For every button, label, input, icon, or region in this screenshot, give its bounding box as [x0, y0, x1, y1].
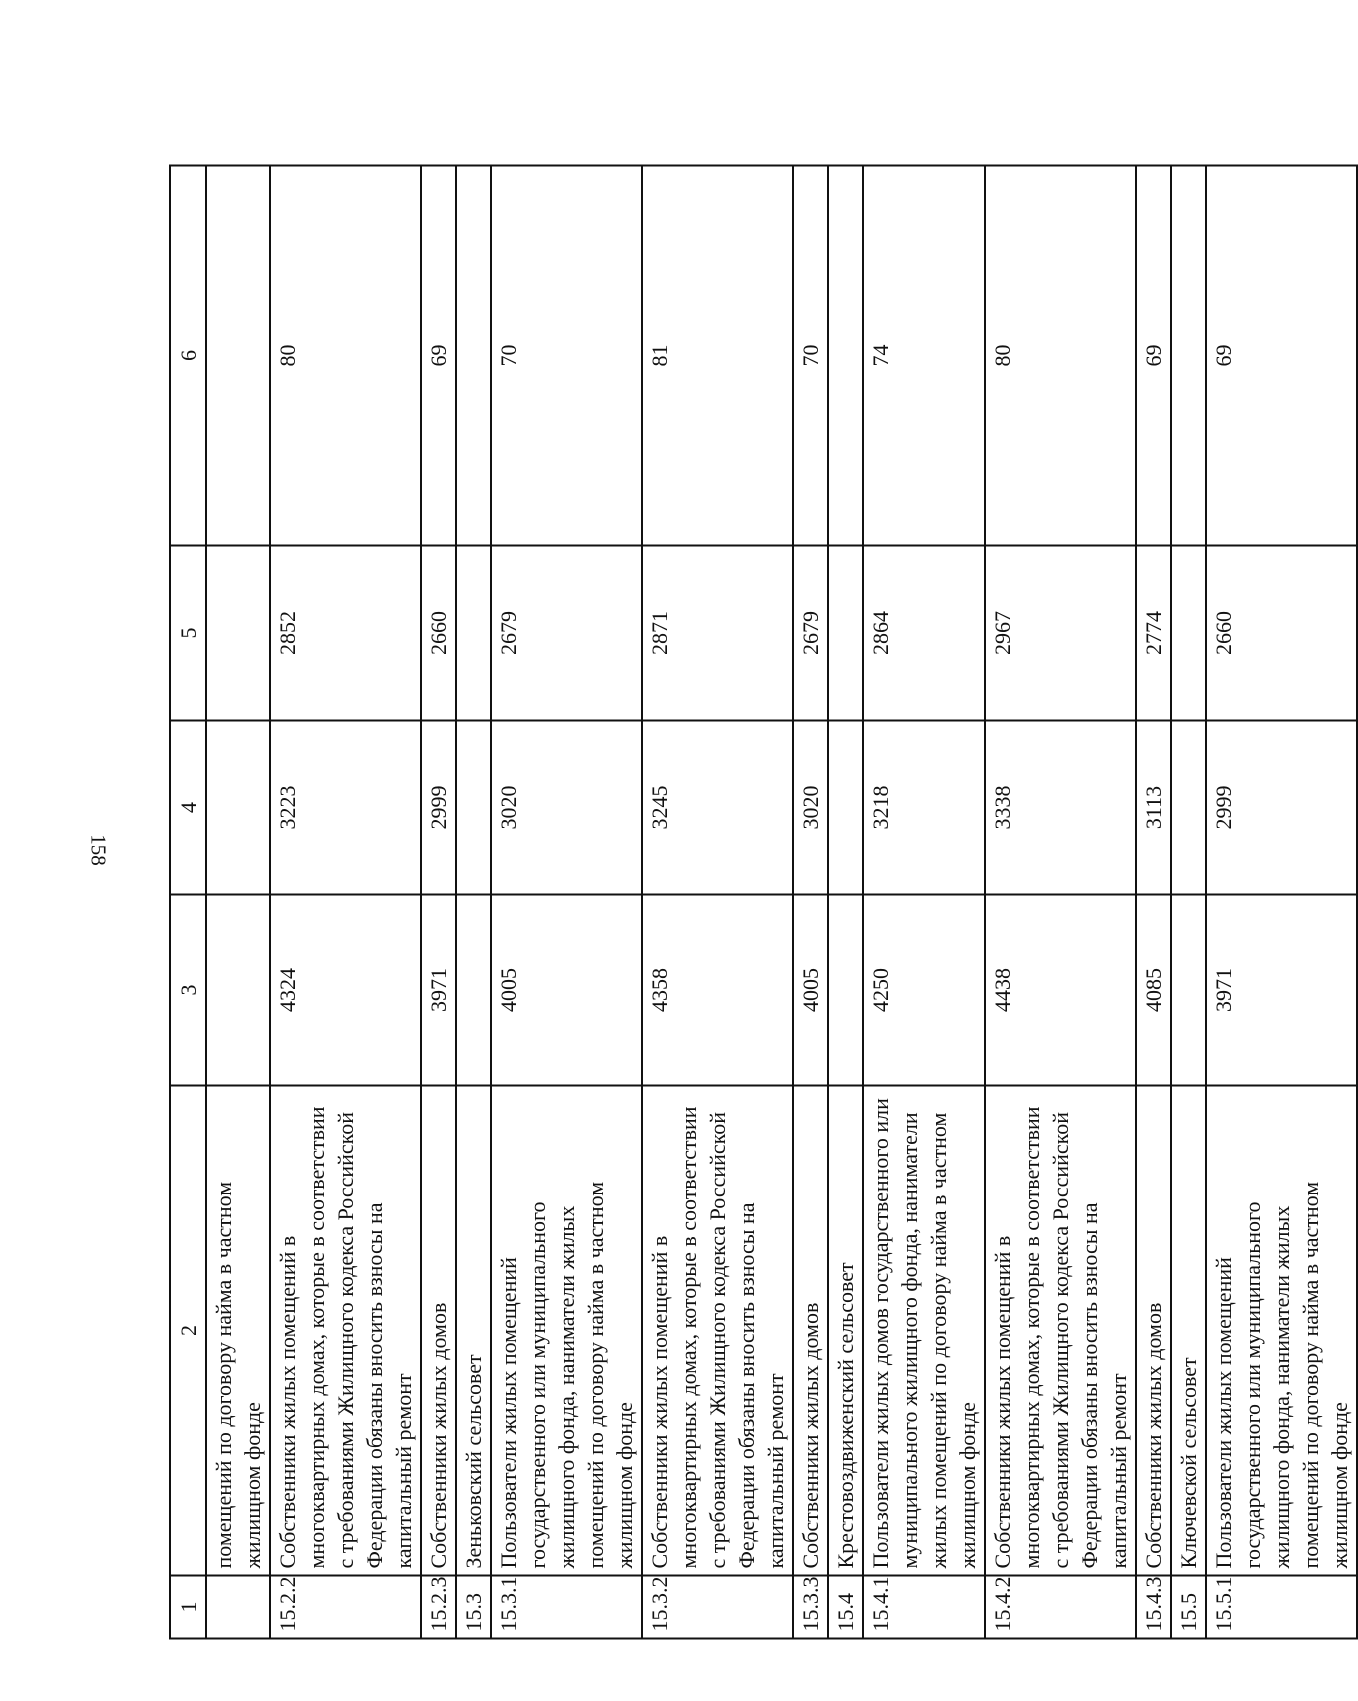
- page-number: 158: [86, 834, 111, 866]
- row-value-col6: 70: [491, 166, 642, 546]
- row-value-col3: [1171, 895, 1206, 1086]
- row-value-col3: [456, 895, 491, 1086]
- header-cell: 5: [170, 546, 206, 721]
- table-row: [491, 166, 642, 1639]
- table-row: [793, 166, 828, 1639]
- row-value-col3: 4358: [642, 895, 793, 1086]
- row-value-col3: 4085: [1136, 895, 1171, 1086]
- row-description: Ключевской сельсовет: [1171, 1086, 1206, 1576]
- row-value-col6: 70: [793, 166, 828, 546]
- row-description: Пользователи жилых помещений государственного или муниципального жилищного фонда, наниматели жилых помещений по договору найма в частном жилищном фонде: [1206, 1086, 1357, 1576]
- row-value-col5: 2660: [1206, 546, 1357, 721]
- row-value-col5: 2679: [491, 546, 642, 721]
- row-description: Собственники жилых помещений в многоквартирных домах, которые в соответствии с требованиями Жилищного кодекса Российской Федерации обязаны вносить взносы на капитальный ремонт: [985, 1086, 1136, 1576]
- header-cell: 4: [170, 721, 206, 895]
- row-description: Собственники жилых помещений в многоквартирных домах, которые в соответствии с требованиями Жилищного кодекса Российской Федерации обязаны вносить взносы на капитальный ремонт: [270, 1086, 421, 1576]
- table-row: [456, 166, 491, 1639]
- row-value-col5: [456, 546, 491, 721]
- table-row: [1171, 166, 1206, 1639]
- row-description: Пользователи жилых помещений государственного или муниципального жилищного фонда, наниматели жилых помещений по договору найма в частном жилищном фонде: [491, 1086, 642, 1576]
- row-value-col5: 2660: [421, 546, 456, 721]
- row-code: 15.4.2: [985, 1576, 1136, 1639]
- row-value-col5: 2774: [1136, 546, 1171, 721]
- row-code: 15.3.2: [642, 1576, 793, 1639]
- row-code: 15.3.3: [793, 1576, 828, 1639]
- table-row: [642, 166, 793, 1639]
- row-value-col4: [828, 721, 863, 895]
- row-description: помещений по договору найма в частном жилищном фонде: [206, 1086, 270, 1576]
- row-value-col3: 4324: [270, 895, 421, 1086]
- row-description: Собственники жилых домов: [421, 1086, 456, 1576]
- row-value-col6: [828, 166, 863, 546]
- row-value-col3: [206, 895, 270, 1086]
- header-cell: 1: [170, 1576, 206, 1639]
- row-value-col6: 69: [1136, 166, 1171, 546]
- row-value-col6: 74: [863, 166, 985, 546]
- row-value-col4: 3338: [985, 721, 1136, 895]
- row-value-col6: 81: [642, 166, 793, 546]
- row-description: Собственники жилых помещений в многоквартирных домах, которые в соответствии с требованиями Жилищного кодекса Российской Федерации обязаны вносить взносы на капитальный ремонт: [642, 1086, 793, 1576]
- row-value-col4: 2999: [421, 721, 456, 895]
- row-code: 15.2.2: [270, 1576, 421, 1639]
- row-value-col6: 80: [985, 166, 1136, 546]
- row-description: Крестовоздвиженский сельсовет: [828, 1086, 863, 1576]
- table-row: [270, 166, 421, 1639]
- rotated-table-frame: [169, 167, 1352, 1640]
- row-value-col4: [456, 721, 491, 895]
- row-value-col3: 4438: [985, 895, 1136, 1086]
- row-value-col6: 69: [421, 166, 456, 546]
- row-code: 15.4: [828, 1576, 863, 1639]
- row-value-col5: 2679: [793, 546, 828, 721]
- row-value-col4: 3223: [270, 721, 421, 895]
- table-row: [1136, 166, 1171, 1639]
- row-code: 15.3: [456, 1576, 491, 1639]
- table-row: [828, 166, 863, 1639]
- row-value-col3: 3971: [421, 895, 456, 1086]
- row-value-col3: 4005: [491, 895, 642, 1086]
- row-value-col5: [828, 546, 863, 721]
- row-value-col3: 4250: [863, 895, 985, 1086]
- row-value-col3: 3971: [1206, 895, 1357, 1086]
- row-value-col4: 3020: [491, 721, 642, 895]
- row-value-col5: 2871: [642, 546, 793, 721]
- table-header-row: [170, 166, 206, 1639]
- row-description: Пользователи жилых домов государственного или муниципального жилищного фонда, наниматели жилых помещений по договору найма в частном жилищном фонде: [863, 1086, 985, 1576]
- row-code: 15.4.1: [863, 1576, 985, 1639]
- row-value-col4: [206, 721, 270, 895]
- row-description: Зеньковский сельсовет: [456, 1086, 491, 1576]
- row-code: 15.3.1: [491, 1576, 642, 1639]
- row-value-col5: [206, 546, 270, 721]
- header-cell: 2: [170, 1086, 206, 1576]
- table-row: [1206, 166, 1357, 1639]
- row-value-col4: 3020: [793, 721, 828, 895]
- row-description: Собственники жилых домов: [793, 1086, 828, 1576]
- row-code: [206, 1576, 270, 1639]
- row-value-col6: 69: [1206, 166, 1357, 546]
- row-value-col4: 3113: [1136, 721, 1171, 895]
- row-value-col6: 80: [270, 166, 421, 546]
- row-description: Собственники жилых домов: [1136, 1086, 1171, 1576]
- row-value-col4: 2999: [1206, 721, 1357, 895]
- row-value-col6: [456, 166, 491, 546]
- row-value-col5: [1171, 546, 1206, 721]
- header-cell: 6: [170, 166, 206, 546]
- row-value-col4: [1171, 721, 1206, 895]
- housing-tariff-table: [169, 165, 1358, 1640]
- table-row: [863, 166, 985, 1639]
- table-row: [985, 166, 1136, 1639]
- row-code: 15.4.3: [1136, 1576, 1171, 1639]
- row-value-col3: [828, 895, 863, 1086]
- row-value-col4: 3245: [642, 721, 793, 895]
- row-value-col6: [206, 166, 270, 546]
- row-value-col6: [1171, 166, 1206, 546]
- row-value-col3: 4005: [793, 895, 828, 1086]
- row-value-col5: 2864: [863, 546, 985, 721]
- row-code: 15.5: [1171, 1576, 1206, 1639]
- row-value-col5: 2852: [270, 546, 421, 721]
- table-row: [421, 166, 456, 1639]
- row-value-col5: 2967: [985, 546, 1136, 721]
- row-value-col4: 3218: [863, 721, 985, 895]
- row-code: 15.5.1: [1206, 1576, 1357, 1639]
- table-row: [206, 166, 270, 1639]
- header-cell: 3: [170, 895, 206, 1086]
- row-code: 15.2.3: [421, 1576, 456, 1639]
